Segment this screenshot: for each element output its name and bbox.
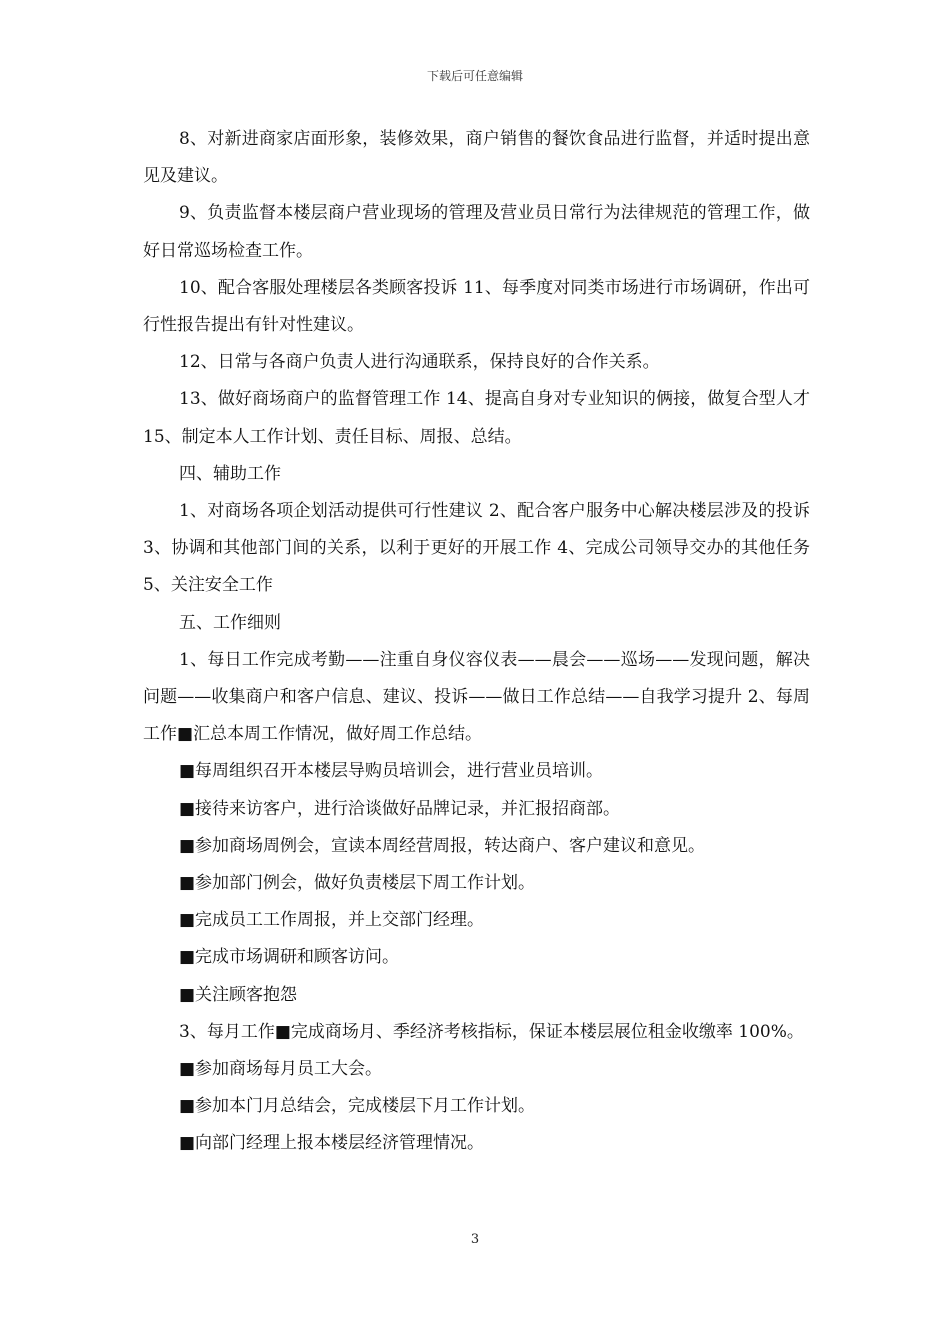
paragraph-monthly-work: 3、每月工作■完成商场月、季经济考核指标，保证本楼层展位租金收缴率 100%。 bbox=[179, 1021, 804, 1042]
paragraph-auxiliary-items: 1、对商场各项企划活动提供可行性建议 2、配合客户服务中心解决楼层涉及的投诉 3、协调和其他部门间的关系，以利于更好的开展工作 4、完成公司领导交办的其他任务 5、关注安全工作 bbox=[143, 501, 810, 596]
bullet-item-monthly-staff-meeting: ■参加商场每月员工大会。 bbox=[179, 1059, 383, 1080]
header-note: 下载后可任意编辑 bbox=[426, 69, 523, 83]
section-heading-work-rules: 五、工作细则 bbox=[179, 612, 281, 633]
bullet-item-weekly-training: ■每周组织召开本楼层导购员培训会，进行营业员培训。 bbox=[179, 761, 604, 782]
bullet-item-reception: ■接待来访客户，进行洽谈做好品牌记录，并汇报招商部。 bbox=[179, 798, 621, 819]
bullet-item-weekly-report: ■完成员工工作周报，并上交部门经理。 bbox=[179, 910, 485, 931]
bullet-item-economic-report: ■向部门经理上报本楼层经济管理情况。 bbox=[179, 1133, 485, 1154]
bullet-item-weekly-meeting: ■参加商场周例会，宣读本周经营周报，转达商户、客户建议和意见。 bbox=[179, 835, 706, 856]
paragraph-item-13-15: 13、做好商场商户的监督管理工作 14、提高自身对专业知识的俩接，做复合型人才 15、制定本人工作计划、责任目标、周报、总结。 bbox=[143, 389, 810, 447]
document-body bbox=[143, 121, 810, 1163]
paragraph-item-12: 12、日常与各商户负责人进行沟通联系，保持良好的合作关系。 bbox=[179, 352, 660, 373]
section-heading-auxiliary-work: 四、辅助工作 bbox=[179, 463, 281, 484]
paragraph-item-9: 9、负责监督本楼层商户营业现场的管理及营业员日常行为法律规范的管理工作，做好日常巡场检查工作。 bbox=[143, 203, 810, 261]
bullet-item-department-meeting: ■参加部门例会，做好负责楼层下周工作计划。 bbox=[179, 873, 536, 894]
bullet-item-monthly-summary: ■参加本门月总结会，完成楼层下月工作计划。 bbox=[179, 1096, 536, 1117]
bullet-item-market-research: ■完成市场调研和顾客访问。 bbox=[179, 947, 400, 968]
page-number: 3 bbox=[470, 1232, 480, 1247]
paragraph-daily-weekly-work: 1、每日工作完成考勤——注重自身仪容仪表——晨会——巡场——发现问题，解决问题——收集商户和客户信息、建议、投诉——做日工作总结——自我学习提升 2、每周工作■汇总本周工作情况，做好周工作总结。 bbox=[143, 649, 810, 745]
paragraph-item-8: 8、对新进商家店面形象，装修效果，商户销售的餐饮食品进行监督，并适时提出意见及建议。 bbox=[143, 129, 810, 187]
bullet-item-complaints: ■关注顾客抱怨 bbox=[179, 984, 298, 1005]
paragraph-item-10-11: 10、配合客服处理楼层各类顾客投诉 11、每季度对同类市场进行市场调研，作出可行性报告提出有针对性建议。 bbox=[143, 277, 810, 336]
